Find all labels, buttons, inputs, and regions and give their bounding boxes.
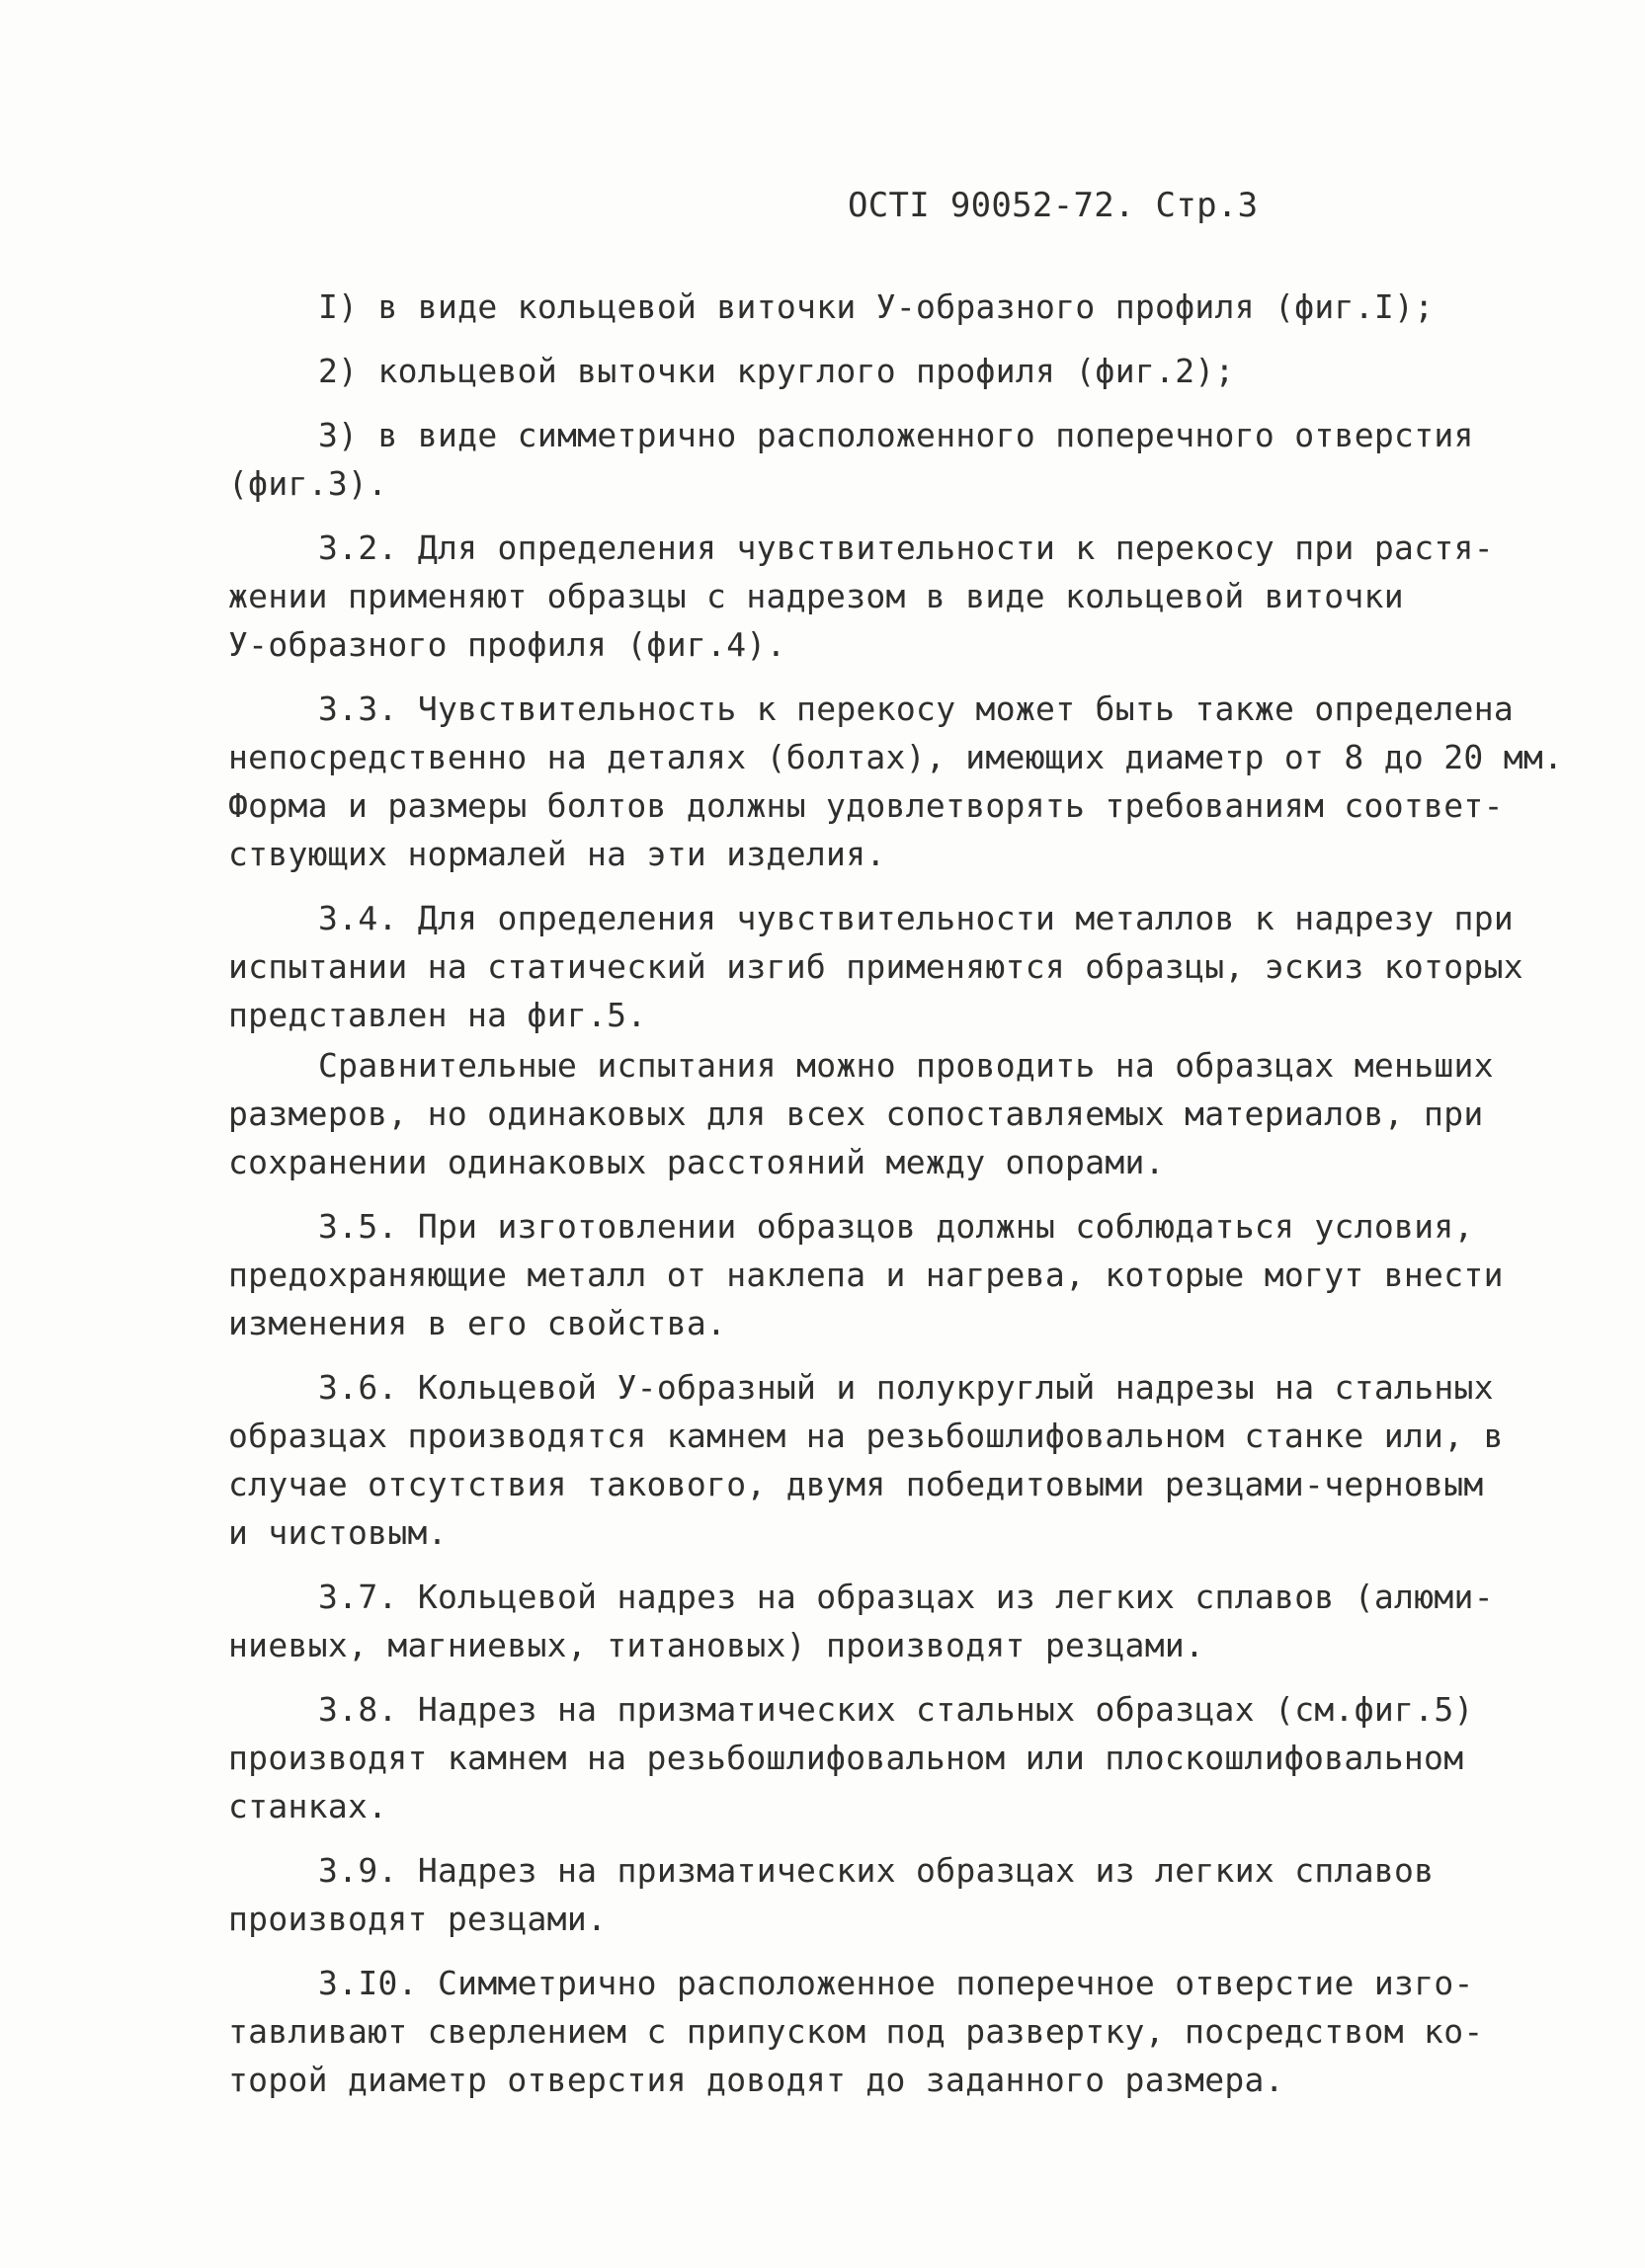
text-line: (фиг.3). xyxy=(228,464,388,503)
text-line: 3.I0. Симметрично расположенное поперечное отверстие изго- xyxy=(318,1964,1474,2002)
text-line: 3.6. Кольцевой У-образный и полукруглый надрезы на стальных xyxy=(318,1368,1494,1407)
text-line: 3.4. Для определения чувствительности металлов к надрезу при xyxy=(318,899,1515,937)
text-line: производят резцами. xyxy=(228,1900,608,1938)
text-line: представлен на фиг.5. xyxy=(228,996,647,1034)
paragraph-3-3 xyxy=(228,685,1564,878)
paragraph-3-10 xyxy=(228,1959,1484,2104)
text-line: образцах производятся камнем на резьбошлифовальном станке или, в xyxy=(228,1417,1504,1455)
text-line: предохраняющие металл от наклепа и нагрева, которые могут внести xyxy=(228,1256,1504,1294)
text-line: производят камнем на резьбошлифовальном или плоскошлифовальном xyxy=(228,1739,1464,1777)
list-item-2 xyxy=(228,347,1463,395)
text-line: 3) в виде симметрично расположенного поперечного отверстия xyxy=(318,416,1474,454)
text-line: ниевых, магниевых, титановых) производят резцами. xyxy=(228,1626,1205,1664)
text-line: 3.8. Надрез на призматических стальных образцах (см.фиг.5) xyxy=(318,1690,1474,1729)
text-line: размеров, но одинаковых для всех сопоставляемых материалов, при xyxy=(228,1094,1484,1133)
paragraph-3-5 xyxy=(228,1202,1504,1347)
paragraph-3-2 xyxy=(228,524,1494,669)
text-line: Сравнительные испытания можно проводить на образцах меньших xyxy=(318,1046,1494,1085)
paragraph-3-7 xyxy=(228,1573,1494,1669)
text-line: станках. xyxy=(228,1787,388,1825)
text-line: 3.5. При изготовлении образцов должны соблюдаться условия, xyxy=(318,1207,1474,1246)
list-item-1 xyxy=(228,283,1463,331)
text-line: изменения в его свойства. xyxy=(228,1304,727,1342)
text-line: 3.2. Для определения чувствительности к перекосу при растя- xyxy=(318,528,1494,567)
paragraph-3-9 xyxy=(228,1846,1463,1943)
text-line: испытании на статический изгиб применяются образцы, эскиз которых xyxy=(228,947,1523,986)
text-line: I) в виде кольцевой виточки У-образного профиля (фиг.I); xyxy=(318,287,1435,326)
paragraph-comparative-tests xyxy=(228,1041,1494,1186)
text-line: торой диаметр отверстия доводят до заданного размера. xyxy=(228,2061,1284,2099)
page-header: ОСТI 90052-72. Стр.3 xyxy=(848,186,1259,225)
text-line: ствующих нормалей на эти изделия. xyxy=(228,835,886,873)
paragraph-3-4 xyxy=(228,894,1523,1039)
paragraph-3-8 xyxy=(228,1685,1474,1830)
document-body xyxy=(228,283,1564,2120)
text-line: тавливают сверлением с припуском под развертку, посредством ко- xyxy=(228,2012,1484,2051)
paragraph-3-6 xyxy=(228,1363,1504,1557)
text-line: 2) кольцевой выточки круглого профиля (фиг.2); xyxy=(318,352,1235,390)
text-line: жении применяют образцы с надрезом в виде кольцевой виточки xyxy=(228,577,1404,615)
text-line: У-образного профиля (фиг.4). xyxy=(228,625,786,664)
text-line: и чистовым. xyxy=(228,1513,448,1552)
text-line: 3.7. Кольцевой надрез на образцах из легких сплавов (алюми- xyxy=(318,1578,1494,1616)
text-line: непосредственно на деталях (болтах), имеющих диаметр от 8 до 20 мм. xyxy=(228,738,1564,776)
text-line: 3.9. Надрез на призматических образцах из легких сплавов xyxy=(318,1851,1435,1890)
list-item-3 xyxy=(228,411,1474,508)
text-line: Форма и размеры болтов должны удовлетворять требованиям соответ- xyxy=(228,786,1504,825)
text-line: случае отсутствия такового, двумя победитовыми резцами-черновым xyxy=(228,1465,1484,1503)
text-line: сохранении одинаковых расстояний между опорами. xyxy=(228,1143,1165,1181)
text-line: 3.3. Чувствительность к перекосу может быть также определена xyxy=(318,689,1515,728)
